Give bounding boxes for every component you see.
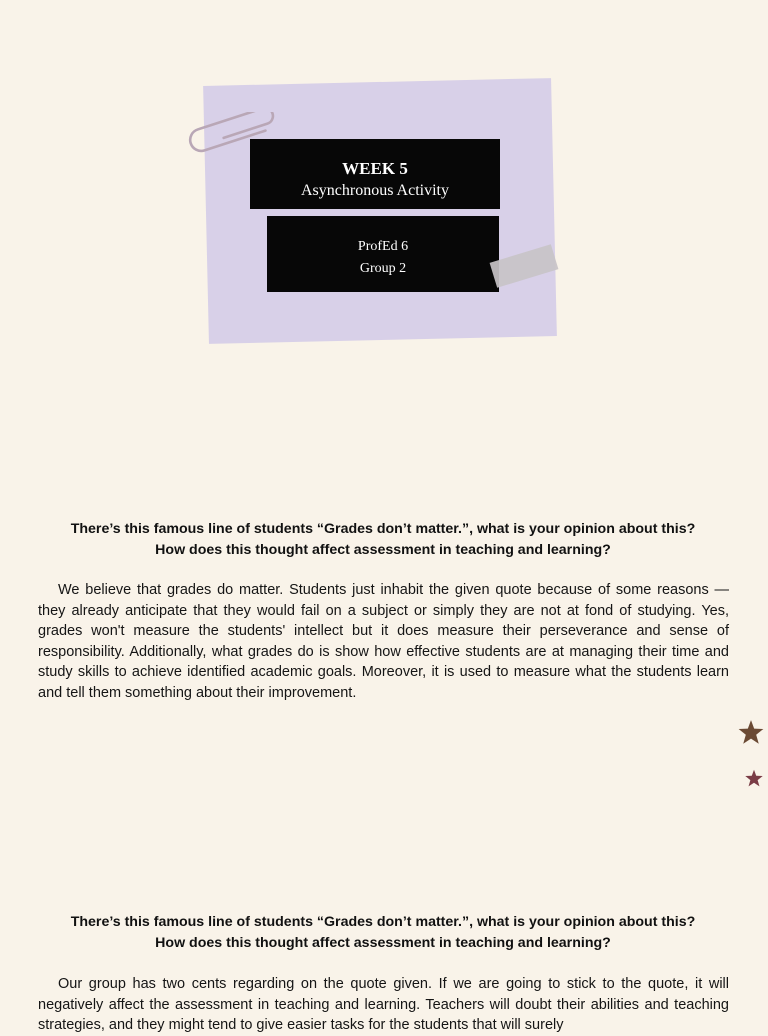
- activity-label: Asynchronous Activity: [301, 182, 449, 199]
- star-icon-large: [737, 719, 765, 746]
- course-group-box: [267, 216, 499, 292]
- group-label: Group 2: [359, 261, 407, 276]
- question-heading: [36, 519, 730, 561]
- answer-paragraph: Our group has two cents regarding on the quote given. If we are going to stick to the quote, it will negatively affect the assessment in teaching and learning. Teachers will doubt their abilities and teaching strategies, and they might tend to give easier tasks for the students that will surely: [38, 976, 729, 1033]
- course-label: ProfEd 6: [357, 239, 409, 254]
- star-icon-small: [744, 769, 764, 788]
- question-line: How does this thought affect assessment in teaching and learning?: [155, 935, 611, 951]
- answer-paragraph: We believe that grades do matter. Students just inhabit the given quote because of some reasons — they already anticipate that they would fail on a subject or simply they are not at fond of studying. Yes, grades won't measure the students' intellect but it does measure their perseverance and sense of responsibility. Additionally, what grades do is show how effective students are at managing their time and study skills to achieve identified academic goals. Moreover, it is used to measure what the students learn and tell them something about their improvement.: [38, 582, 729, 701]
- week-title-box: [250, 139, 500, 209]
- question-line: How does this thought affect assessment in teaching and learning?: [155, 542, 611, 558]
- question-line: There’s this famous line of students “Grades don’t matter.”, what is your opinion about this?: [70, 521, 696, 537]
- week-label: WEEK 5: [342, 159, 408, 178]
- question-line: There’s this famous line of students “Grades don’t matter.”, what is your opinion about this?: [70, 914, 696, 930]
- question-heading: [36, 912, 730, 954]
